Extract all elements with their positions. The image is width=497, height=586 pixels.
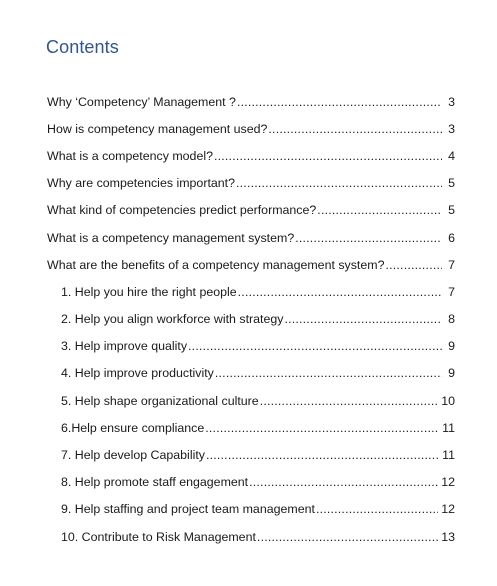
- toc-entry-title: What is a competency model?: [47, 148, 213, 163]
- toc-entry[interactable]: [0, 278, 497, 305]
- dot-leader: [316, 502, 438, 516]
- toc-entry[interactable]: [0, 115, 497, 142]
- toc-entry-title: What are the benefits of a competency management system?: [47, 257, 385, 272]
- toc-entry[interactable]: [0, 197, 497, 224]
- dot-leader: [260, 394, 438, 408]
- toc-entry-title: 7. Help develop Capability: [61, 448, 205, 463]
- toc-entry-title: 1. Help you hire the right people: [61, 284, 237, 299]
- toc-heading: Contents: [46, 37, 119, 57]
- toc-list: [0, 88, 497, 550]
- toc-entry-page-number: 3: [448, 94, 455, 109]
- toc-entry-title: 9. Help staffing and project team management: [61, 502, 315, 517]
- toc-entry-title: What is a competency management system?: [47, 230, 295, 245]
- toc-entry-page-number: 7: [448, 284, 455, 299]
- toc-entry[interactable]: [0, 306, 497, 333]
- toc-entry-title: 4. Help improve productivity: [61, 366, 214, 381]
- toc-entry[interactable]: [0, 387, 497, 414]
- toc-entry[interactable]: [0, 224, 497, 251]
- toc-entry-title: Why are competencies important?: [47, 176, 236, 191]
- toc-entry-page-number: 7: [448, 257, 455, 272]
- toc-entry-title: What kind of competencies predict performance?: [47, 203, 317, 218]
- toc-entry[interactable]: [0, 441, 497, 468]
- toc-entry-title: How is competency management used?: [47, 121, 268, 136]
- dot-leader: [385, 258, 442, 272]
- dot-leader: [215, 366, 442, 380]
- toc-entry[interactable]: [0, 170, 497, 197]
- toc-entry-page-number: 6: [448, 230, 455, 245]
- toc-entry-title: 3. Help improve quality: [61, 339, 188, 354]
- toc-entry-title: 2. Help you align workforce with strategy: [61, 312, 284, 327]
- toc-entry[interactable]: [0, 360, 497, 387]
- dot-leader: [206, 448, 438, 462]
- toc-entry-page-number: 10: [441, 393, 455, 408]
- toc-entry[interactable]: [0, 333, 497, 360]
- dot-leader: [268, 122, 442, 136]
- toc-entry-page-number: 12: [441, 502, 455, 517]
- toc-entry[interactable]: [0, 523, 497, 550]
- toc-entry-page-number: 3: [448, 121, 455, 136]
- dot-leader: [188, 339, 442, 353]
- toc-entry-page-number: 5: [448, 203, 455, 218]
- dot-leader: [236, 176, 442, 190]
- dot-leader: [205, 421, 438, 435]
- toc-entry-page-number: 11: [442, 420, 455, 435]
- dot-leader: [249, 475, 438, 489]
- dot-leader: [214, 149, 442, 163]
- toc-entry-page-number: 13: [441, 529, 455, 544]
- toc-entry-page-number: 12: [441, 475, 455, 490]
- toc-entry-page-number: 11: [442, 448, 455, 463]
- toc-entry-page-number: 5: [448, 176, 455, 191]
- toc-entry-title: Why ‘Competency’ Management ?: [47, 94, 236, 109]
- toc-entry-title: 8. Help promote staff engagement: [61, 475, 249, 490]
- dot-leader: [237, 95, 442, 109]
- toc-entry-page-number: 4: [448, 148, 455, 163]
- toc-entry[interactable]: [0, 142, 497, 169]
- toc-entry[interactable]: [0, 414, 497, 441]
- toc-entry-title: 10. Contribute to Risk Management: [61, 529, 256, 544]
- dot-leader: [238, 285, 442, 299]
- toc-entry[interactable]: [0, 88, 497, 115]
- toc-entry[interactable]: [0, 251, 497, 278]
- dot-leader: [295, 231, 442, 245]
- toc-entry-page-number: 9: [448, 366, 455, 381]
- toc-entry-page-number: 9: [448, 339, 455, 354]
- dot-leader: [284, 312, 442, 326]
- toc-entry-title: 6.Help ensure compliance: [61, 420, 205, 435]
- toc-entry[interactable]: [0, 496, 497, 523]
- toc-entry-title: 5. Help shape organizational culture: [61, 393, 259, 408]
- dot-leader: [257, 530, 438, 544]
- toc-entry-page-number: 8: [448, 312, 455, 327]
- toc-entry[interactable]: [0, 469, 497, 496]
- dot-leader: [317, 203, 442, 217]
